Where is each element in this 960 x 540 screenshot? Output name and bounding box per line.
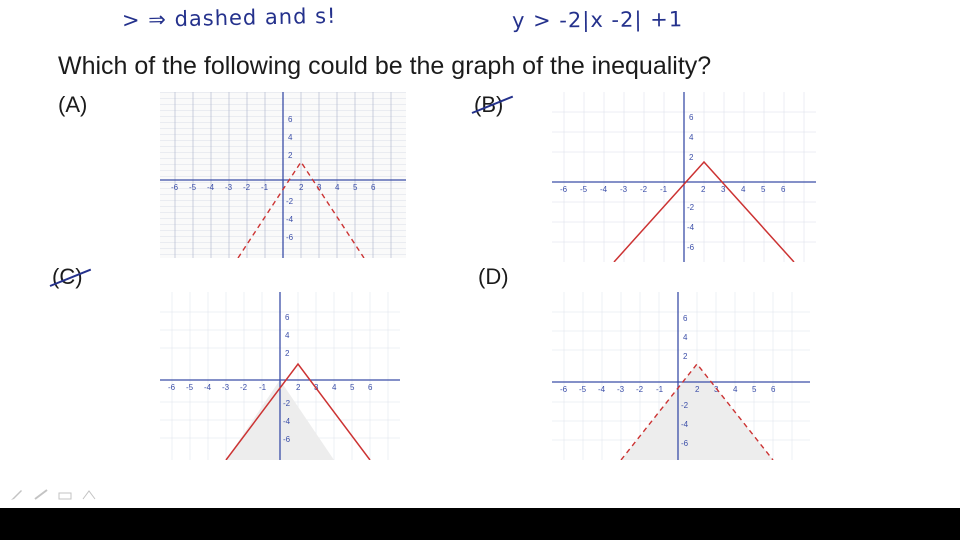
- svg-text:-5: -5: [579, 385, 587, 394]
- svg-text:3: 3: [317, 183, 322, 192]
- svg-text:2: 2: [689, 153, 694, 162]
- svg-text:4: 4: [288, 133, 293, 142]
- svg-text:-2: -2: [286, 197, 294, 206]
- svg-text:6: 6: [285, 313, 290, 322]
- svg-text:2: 2: [701, 185, 706, 194]
- svg-text:3: 3: [714, 385, 719, 394]
- annotation-toolbar[interactable]: [0, 480, 960, 508]
- svg-text:-6: -6: [560, 385, 568, 394]
- handwritten-inequality: y > -2|x -2| +1: [511, 7, 684, 33]
- svg-text:4: 4: [332, 383, 337, 392]
- choice-label-d: (D): [478, 264, 509, 289]
- svg-text:-4: -4: [598, 385, 606, 394]
- svg-text:-3: -3: [225, 183, 233, 192]
- svg-text:-2: -2: [636, 385, 644, 394]
- choice-label-b: (B): [474, 92, 504, 117]
- svg-text:6: 6: [371, 183, 376, 192]
- graph-choice-a[interactable]: [160, 92, 406, 258]
- svg-text:2: 2: [285, 349, 290, 358]
- svg-text:-2: -2: [283, 399, 291, 408]
- svg-text:-6: -6: [168, 383, 176, 392]
- svg-text:6: 6: [683, 314, 688, 323]
- svg-text:5: 5: [752, 385, 757, 394]
- svg-text:-3: -3: [620, 185, 628, 194]
- svg-text:6: 6: [771, 385, 776, 394]
- svg-text:2: 2: [695, 385, 700, 394]
- svg-text:-5: -5: [580, 185, 588, 194]
- choice-label-c: (C): [52, 264, 83, 289]
- svg-text:-2: -2: [243, 183, 251, 192]
- svg-text:-4: -4: [687, 223, 695, 232]
- svg-text:-6: -6: [687, 243, 695, 252]
- highlighter-icon[interactable]: [34, 488, 48, 500]
- svg-text:-2: -2: [681, 401, 689, 410]
- svg-text:2: 2: [296, 383, 301, 392]
- eraser-icon[interactable]: [58, 488, 72, 500]
- graph-choice-c[interactable]: [160, 292, 400, 460]
- svg-text:-4: -4: [286, 215, 294, 224]
- svg-text:-4: -4: [207, 183, 215, 192]
- svg-text:-2: -2: [240, 383, 248, 392]
- svg-text:-6: -6: [171, 183, 179, 192]
- svg-text:6: 6: [689, 113, 694, 122]
- handwritten-rule-note: > ⇒ dashed and s!: [121, 3, 337, 33]
- svg-text:-6: -6: [286, 233, 294, 242]
- svg-text:5: 5: [350, 383, 355, 392]
- svg-text:4: 4: [285, 331, 290, 340]
- shape-icon[interactable]: [82, 488, 96, 500]
- svg-text:6: 6: [368, 383, 373, 392]
- svg-text:-4: -4: [204, 383, 212, 392]
- svg-text:4: 4: [689, 133, 694, 142]
- svg-text:-3: -3: [617, 385, 625, 394]
- svg-text:4: 4: [741, 185, 746, 194]
- svg-text:-1: -1: [259, 383, 267, 392]
- svg-text:4: 4: [733, 385, 738, 394]
- svg-text:-1: -1: [261, 183, 269, 192]
- graph-choice-d[interactable]: [552, 292, 810, 460]
- svg-text:6: 6: [288, 115, 293, 124]
- pen-icon[interactable]: [10, 488, 24, 500]
- svg-text:-6: -6: [283, 435, 291, 444]
- svg-text:-6: -6: [560, 185, 568, 194]
- svg-text:-5: -5: [186, 383, 194, 392]
- svg-text:-2: -2: [640, 185, 648, 194]
- svg-text:6: 6: [781, 185, 786, 194]
- svg-text:2: 2: [299, 183, 304, 192]
- svg-text:-6: -6: [681, 439, 689, 448]
- svg-text:5: 5: [353, 183, 358, 192]
- svg-text:2: 2: [683, 352, 688, 361]
- svg-text:-4: -4: [283, 417, 291, 426]
- svg-text:-1: -1: [656, 385, 664, 394]
- svg-text:4: 4: [683, 333, 688, 342]
- graph-choice-b[interactable]: [552, 92, 816, 262]
- svg-text:-2: -2: [687, 203, 695, 212]
- svg-text:-5: -5: [189, 183, 197, 192]
- svg-text:-4: -4: [681, 420, 689, 429]
- svg-text:5: 5: [761, 185, 766, 194]
- svg-text:-1: -1: [660, 185, 668, 194]
- svg-text:3: 3: [314, 383, 319, 392]
- svg-text:2: 2: [288, 151, 293, 160]
- choice-label-a: (A): [58, 92, 88, 117]
- player-bottom-bar: [0, 508, 960, 540]
- svg-text:-4: -4: [600, 185, 608, 194]
- question-text: Which of the following could be the graph of the inequality?: [58, 52, 712, 80]
- svg-text:4: 4: [335, 183, 340, 192]
- svg-text:-3: -3: [222, 383, 230, 392]
- svg-text:3: 3: [721, 185, 726, 194]
